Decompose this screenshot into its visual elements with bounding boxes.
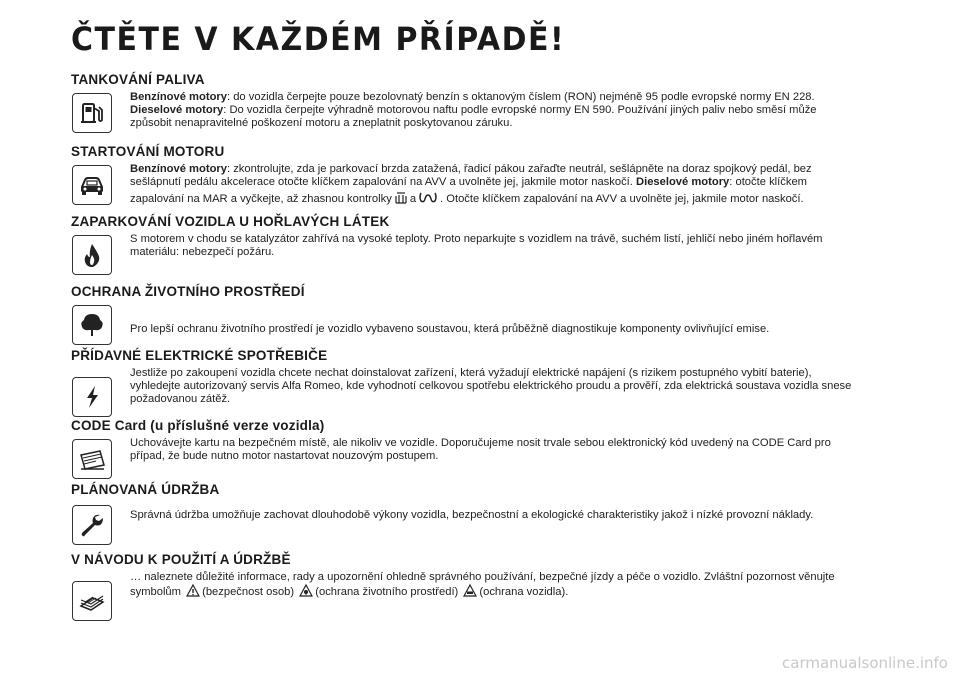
vehicle-text: (ochrana vozidla).	[479, 586, 569, 599]
warning-people-safety-icon	[186, 584, 200, 602]
diesel-tail-text: . Otočte klíčkem zapalování na AVV a uvolněte jej, jakmile motor naskočí.	[440, 193, 804, 206]
people-safety-text: (bezpečnost osob)	[202, 586, 295, 599]
diesel-text: : otočte klíčkem zapalování na MAR a vyčkejte, až zhasnou kontrolky	[130, 176, 807, 206]
section-heading: PŘÍDAVNÉ ELEKTRICKÉ SPOTŘEBIČE	[71, 348, 328, 363]
glow-plug-warning-icon	[394, 191, 408, 209]
section-parking-flammable	[71, 214, 871, 281]
section-heading: STARTOVÁNÍ MOTORU	[71, 144, 225, 159]
petrol-label: Benzínové motory	[130, 91, 227, 103]
section-text: S motorem v chodu se katalyzátor zahřívá na vysoké teploty. Proto neparkujte s vozidlem na trávě, suchém listí, jehličí nebo jiném hořlavém materiálu: nebezpečí požáru.	[130, 233, 823, 259]
section-text: Uchovávejte kartu na bezpečném místě, ale nikoliv ve vozidle. Doporučujeme nosit trvale sebou elektronický kód uvedený na CODE Card pro případ, že bude nutno motor nastartovat nouzovým postupem.	[130, 437, 831, 463]
section-heading: V NÁVODU K POUŽITÍ A ÚDRŽBĚ	[71, 552, 291, 567]
section-handbook	[71, 552, 871, 619]
section-refuelling	[71, 72, 871, 139]
section-heading: CODE Card (u příslušné verze vozidla)	[71, 418, 325, 433]
section-text: Správná údržba umožňuje zachovat dlouhodobě výkony vozidla, bezpečnostní a ekologické charakteristiky jakož i nízké provozní náklady.	[130, 509, 814, 521]
car-front-icon	[72, 165, 112, 205]
section-heading: OCHRANA ŽIVOTNÍHO PROSTŘEDÍ	[71, 284, 305, 299]
section-text	[130, 91, 860, 131]
warning-environment-icon	[299, 584, 313, 602]
flame-icon	[72, 235, 112, 275]
section-electrical	[71, 348, 871, 415]
code-card-icon	[72, 439, 112, 479]
conjunction-text: a	[409, 193, 417, 206]
diesel-label: Dieselové motory	[636, 176, 730, 189]
section-environment	[71, 284, 871, 351]
petrol-text: : zkontrolujte, zda je parkovací brzda zatažená, řadicí pákou zařaďte neutrál, sešlápněte na doraz spojkový pedál, bez sešlápnutí pedálu akcelerace otočte klíčkem zapalování na AVV a uvolněte jej, jakmile motor naskočí.	[130, 163, 812, 189]
lightning-icon	[72, 377, 112, 417]
page-title: ČTĚTE V KAŽDÉM PŘÍPADĚ!	[71, 20, 566, 59]
petrol-text: : do vozidla čerpejte pouze bezolovnatý benzín s oktanovým číslem (RON) nejméně 95 podle evropské normy EN 228.	[226, 91, 815, 103]
handbook-text: … naleznete důležité informace, rady a upozornění ohledně správného používání, bezpečné jízdy a péče o vozidlo. Zvláštní pozornost věnujte symbolům	[130, 571, 835, 599]
section-starting-engine	[71, 144, 871, 211]
environment-text: (ochrana životního prostředí)	[315, 586, 459, 599]
section-code-card	[71, 418, 871, 485]
watermark: carmanualsonline.info	[782, 654, 948, 672]
section-heading: PLÁNOVANÁ ÚDRŽBA	[71, 482, 220, 497]
open-book-icon	[72, 581, 112, 621]
diesel-text: : Do vozidla čerpejte výhradně motorovou naftu podle evropské normy EN 590. Používání jiných paliv nebo směsí může způsobit nenapravitelné poškození motoru a zneplatnit poskytovanou záruku.	[130, 104, 817, 130]
diesel-label: Dieselové motory	[130, 104, 224, 117]
fuel-pump-icon	[72, 93, 112, 133]
section-heading: TANKOVÁNÍ PALIVA	[71, 72, 205, 87]
section-text	[130, 571, 860, 602]
warning-vehicle-icon	[463, 584, 477, 602]
section-heading: ZAPARKOVÁNÍ VOZIDLA U HOŘLAVÝCH LÁTEK	[71, 214, 390, 229]
preheat-coil-icon	[418, 189, 438, 209]
tree-icon	[72, 305, 112, 345]
section-maintenance	[71, 482, 871, 549]
section-text: Jestliže po zakoupení vozidla chcete nechat doinstalovat zařízení, která vyžadují elektrické napájení (s rizikem postupného vybití baterie), vyhledejte autorizovaný servis Alfa Romeo, kde vyhodnotí celkovou spotřebu elektrického proudu a prověří, zda elektrická soustava vozidla snese požadovanou zátěž.	[130, 367, 852, 406]
petrol-label: Benzínové motory	[130, 163, 227, 175]
section-text: Pro lepší ochranu životního prostředí je vozidlo vybaveno soustavou, která průběžně diagnostikuje komponenty ovlivňující emise.	[130, 323, 770, 335]
wrench-icon	[72, 505, 112, 545]
section-text	[130, 163, 860, 210]
